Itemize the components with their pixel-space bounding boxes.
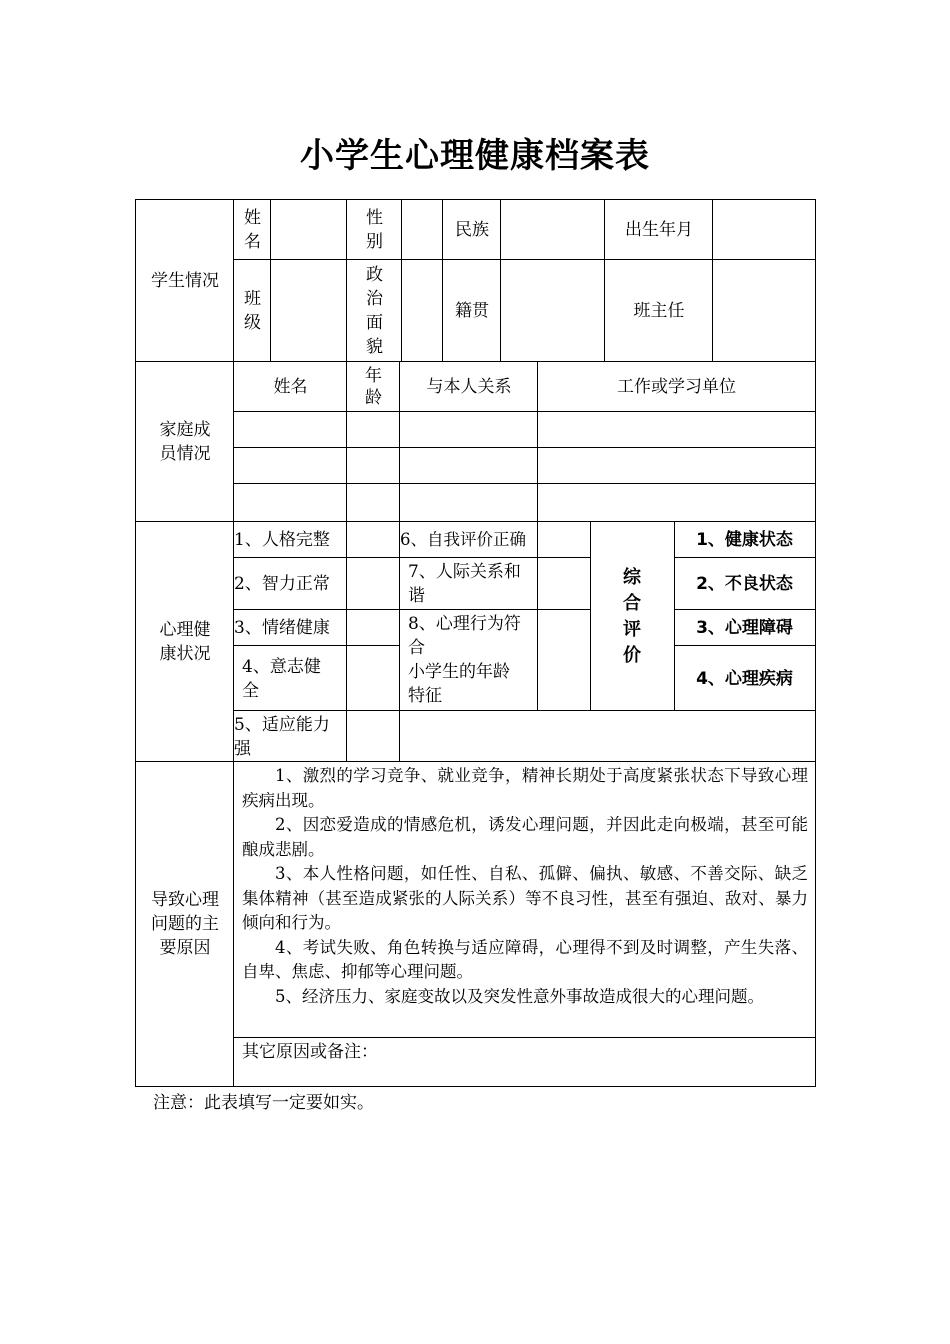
table-rule: [815, 199, 816, 1087]
page-title: 小学生心理健康档案表: [300, 136, 650, 176]
gender-field[interactable]: [402, 200, 443, 260]
student-section-label: 学生情况: [151, 271, 219, 291]
footer-note: 注意：此表填写一定要如实。: [153, 1093, 374, 1113]
item-intelligence: 2、智力正常: [234, 574, 330, 594]
item-emotion: 3、情绪健康: [234, 618, 330, 638]
item-relationships: 7、人际关系和 谐: [408, 562, 521, 606]
cause-item: 1、激烈的学习竞争、就业竞争，精神长期处于高度紧张状态下导致心理疾病出现。: [242, 766, 808, 810]
family-row-2[interactable]: [234, 448, 815, 484]
cause-item: 2、因恋爱造成的情感危机，诱发心理问题，并因此走向极端，甚至可能酿成悲剧。: [242, 815, 808, 859]
political-field[interactable]: [402, 260, 443, 362]
family-row-1[interactable]: [234, 412, 815, 448]
family-header-workplace: 工作或学习单位: [617, 377, 736, 397]
name-label: 姓 名: [244, 208, 261, 252]
item-willpower: 4、意志健 全: [242, 656, 321, 701]
birth-field[interactable]: [713, 200, 815, 260]
item-personality: 1、人格完整: [234, 530, 330, 550]
political-label: 政 治 面 貌: [366, 265, 383, 357]
item-behavior: 8、心理行为符 合 小学生的年龄 特征: [408, 614, 521, 706]
causes-section-label: 导致心理 问题的主 要原因: [151, 890, 219, 958]
family-section-label: 家庭成 员情况: [159, 420, 211, 464]
ethnicity-field[interactable]: [501, 200, 605, 260]
birth-label: 出生年月: [625, 220, 693, 240]
class-label: 班 级: [244, 289, 261, 333]
teacher-field[interactable]: [713, 260, 815, 362]
overall-evaluation-label: 综 合 评 价: [623, 566, 641, 666]
state-disorder[interactable]: 3、心理障碍: [696, 618, 793, 638]
state-poor[interactable]: 2、不良状态: [696, 574, 793, 594]
gender-label: 性 别: [366, 208, 383, 252]
family-header-age: 年 龄: [365, 366, 382, 408]
native-place-label: 籍贯: [455, 301, 489, 321]
cause-item: 4、考试失败、角色转换与适应障碍，心理得不到及时调整，产生失落、自卑、焦虑、抑郁等心理问题。: [242, 937, 808, 981]
table-rule: [135, 1086, 816, 1087]
family-row-3[interactable]: [234, 484, 815, 522]
state-illness[interactable]: 4、心理疾病: [696, 668, 793, 689]
family-header-name: 姓名: [273, 377, 308, 397]
name-field[interactable]: [271, 200, 347, 260]
causes-list: [242, 764, 808, 1009]
native-place-field[interactable]: [501, 260, 605, 362]
item-self-evaluation: 6、自我评价正确: [400, 530, 526, 549]
family-header-relation: 与本人关系: [426, 377, 512, 397]
cause-item: 3、本人性格问题，如任性、自私、孤僻、偏执、敏感、不善交际、缺乏集体精神（甚至造成紧张的人际关系）等不良习性，甚至有强迫、敌对、暴力倾向和行为。: [242, 864, 808, 932]
ethnicity-label: 民族: [455, 220, 489, 240]
state-healthy[interactable]: 1、健康状态: [696, 530, 793, 550]
item-adaptability: 5、适应能力 强: [234, 714, 330, 759]
mental-section-label: 心理健 康状况: [159, 620, 211, 664]
cause-item: 5、经济压力、家庭变故以及突发性意外事故造成很大的心理问题。: [275, 986, 764, 1006]
class-field[interactable]: [271, 260, 347, 362]
teacher-label: 班主任: [633, 301, 685, 321]
other-causes-field[interactable]: 其它原因或备注：: [242, 1042, 378, 1062]
